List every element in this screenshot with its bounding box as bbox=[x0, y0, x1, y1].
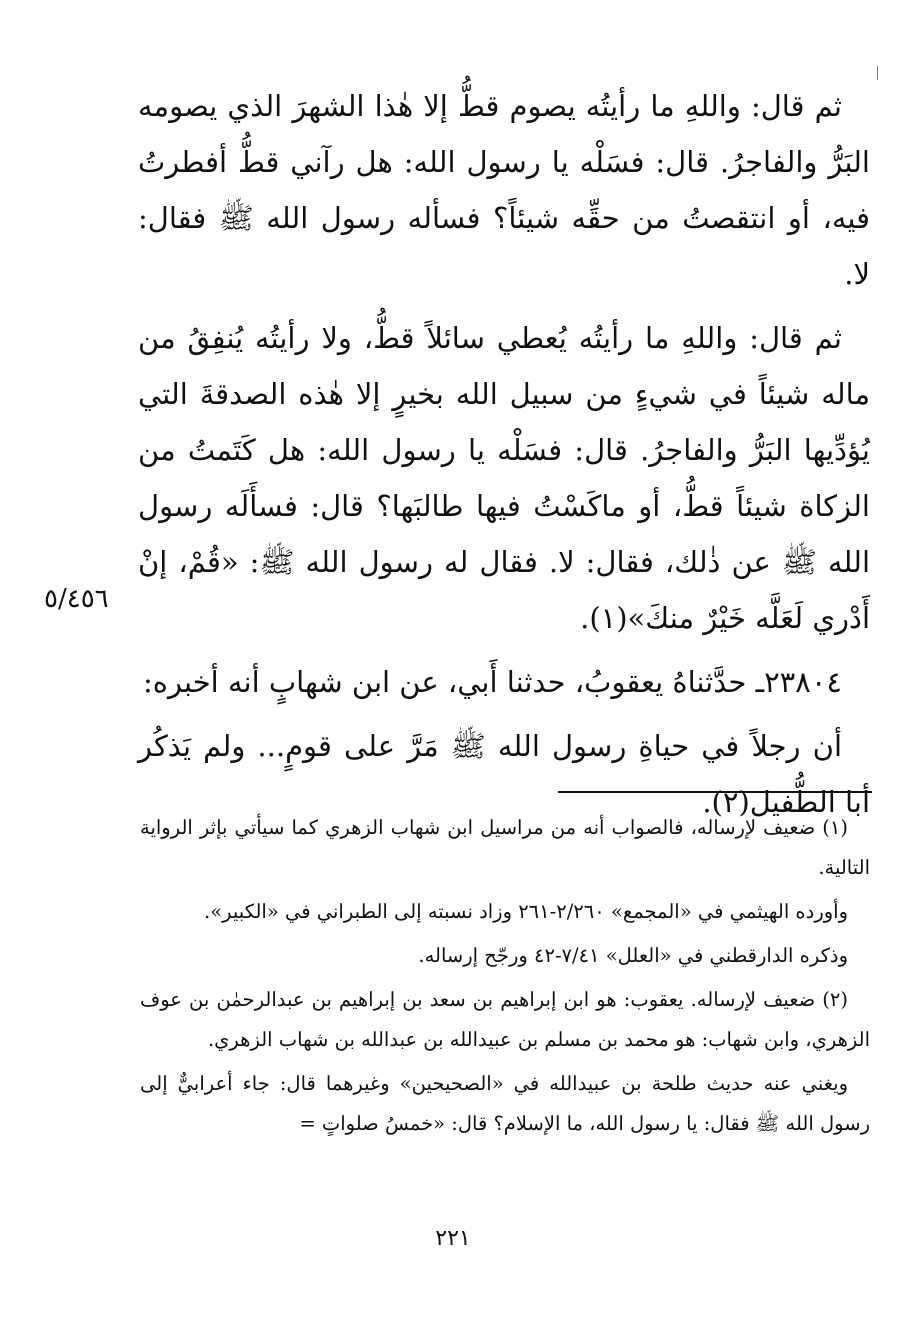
footnote-1-continued-b: وذكره الدارقطني في «العلل» ٧/٤١-٤٢ ورجّح إرساله. bbox=[418, 944, 848, 967]
main-paragraph-2: ثم قال: واللهِ ما رأيتُه يُعطي سائلاً قطُّ، ولا رأيتُه يُنفِقُ من ماله شيئاً في شيءٍ من سبيل الله بخيرٍ إلا هٰذه الصدقةَ التي يُؤدِّيها البَرُّ والفاجرُ. قال: فسَلْه يا رسول الله: هل كَتَمتُ من الزكاة شيئاً قطُّ، أو ماكَسْتُ فيها طالبَها؟ قال: فسأَلَه رسول الله ﷺ عن ذٰلك، فقال: لا. فقال له رسول الله ﷺ: «قُمْ، إنْ أَدْري لَعَلَّه خَيْرٌ منكَ»(١). bbox=[138, 321, 870, 635]
main-paragraph-3: أن رجلاً في حياةِ رسول الله ﷺ مَرَّ على قومٍ... ولم يَذكُر أبا الطُّفيل(٢). bbox=[138, 729, 870, 819]
footnote-2: (٢) ضعيف لإرساله. يعقوب: هو ابن إبراهيم بن سعد بن إبراهيم بن عبدالرحمٰن بن عوف الزهري، وابن شهاب: هو محمد بن مسلم بن عبيدالله بن عبدالله بن شهاب الزهري. bbox=[140, 988, 870, 1051]
footnote-1-continued-a: وأورده الهيثمي في «المجمع» ٢/٢٦٠-٢٦١ وزاد نسبته إلى الطبراني في «الكبير». bbox=[204, 900, 848, 923]
footnote-2-continued: ويغني عنه حديث طلحة بن عبيدالله في «الصحيحين» وغيرهما قال: جاء أعرابيٌّ إلى رسول الله ﷺ فقال: يا رسول الله، ما الإسلام؟ قال: «خمسُ صلواتٍ = bbox=[140, 1072, 870, 1135]
margin-reference: ٥/٤٥٦ bbox=[44, 584, 109, 614]
footnote-1: (١) ضعيف لإرساله، فالصواب أنه من مراسيل ابن شهاب الزهري كما سيأتي بإثر الرواية التالية. bbox=[140, 816, 870, 879]
footnotes-section bbox=[140, 808, 870, 1148]
hadith-heading: ٢٣٨٠٤ـ حدَّثناهُ يعقوبُ، حدثنا أَبي، عن ابن شهابٍ أنه أخبره: bbox=[143, 665, 842, 699]
page-number: ٢٢١ bbox=[435, 1226, 471, 1251]
main-paragraph-1: ثم قال: واللهِ ما رأيتُه يصوم قطُّ إلا هٰذا الشهرَ الذي يصومه البَرُّ والفاجرُ. قال: فسَلْه يا رسول الله: هل رآني قطُّ أفطرتُ فيه، أو انتقصتُ من حقِّه شيئاً؟ فسأله رسول الله ﷺ فقال: لا. bbox=[138, 89, 870, 291]
footnote-divider bbox=[558, 791, 872, 793]
edge-tick-mark bbox=[877, 66, 878, 80]
main-text-body bbox=[138, 78, 870, 838]
